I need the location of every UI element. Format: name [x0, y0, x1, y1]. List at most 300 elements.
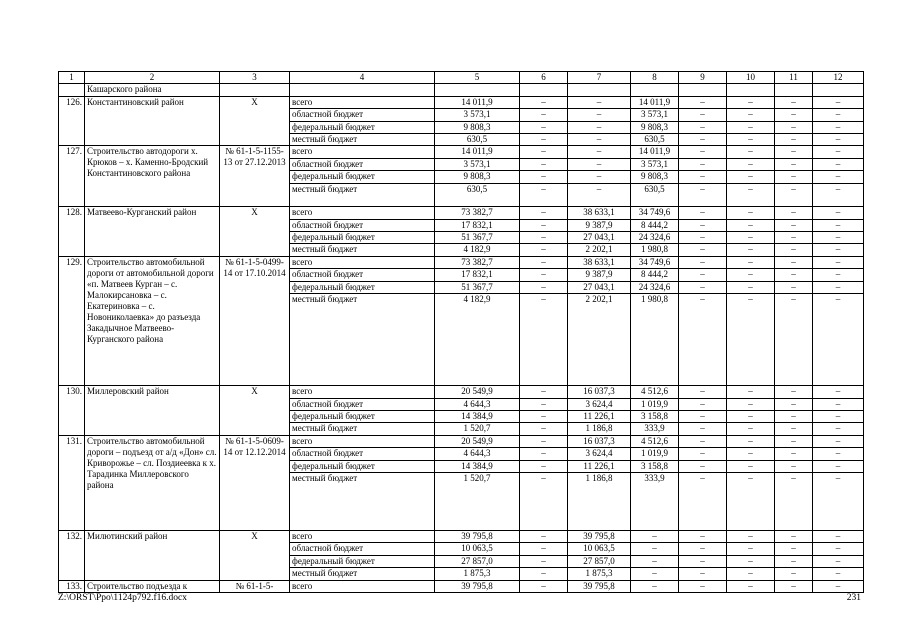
entry-name: Миллеровский район [85, 386, 220, 436]
budget-label: местный бюджет [290, 183, 435, 207]
value-cell: – [813, 386, 864, 398]
entry-document: Х [220, 207, 290, 257]
value-cell: – [775, 183, 813, 207]
header-cell: 3 [220, 72, 290, 84]
entry-number: 130. [59, 386, 85, 436]
header-cell: 12 [813, 72, 864, 84]
table-row [59, 386, 864, 398]
value-cell: – [775, 109, 813, 121]
budget-label: всего [290, 386, 435, 398]
value-cell: – [679, 109, 727, 121]
budget-table [58, 71, 864, 593]
value-cell: 17 832,1 [435, 219, 520, 231]
table-row [59, 435, 864, 447]
value-cell: 20 549,9 [435, 435, 520, 447]
value-cell: – [679, 232, 727, 244]
entry-number: 133. [59, 580, 85, 592]
value-cell: – [813, 580, 864, 592]
header-row [59, 72, 864, 84]
entry-name: Матвеево-Курганский район [85, 207, 220, 257]
entry-document: Х [220, 530, 290, 580]
value-cell: – [727, 133, 775, 145]
value-cell: – [631, 580, 679, 592]
value-cell: 4 182,9 [435, 244, 520, 256]
value-cell: – [775, 158, 813, 170]
value-cell: – [568, 133, 631, 145]
budget-label: всего [290, 580, 435, 592]
value-cell: – [813, 423, 864, 435]
value-cell: – [520, 281, 568, 293]
value-cell: – [813, 171, 864, 183]
value-cell: – [520, 269, 568, 281]
value-cell: – [520, 530, 568, 542]
value-cell: – [775, 448, 813, 460]
value-cell: 34 749,6 [631, 207, 679, 219]
value-cell: 8 444,2 [631, 269, 679, 281]
value-cell: – [679, 460, 727, 472]
value-cell: 1 875,3 [568, 568, 631, 580]
value-cell: 11 226,1 [568, 411, 631, 423]
value-cell: – [775, 219, 813, 231]
value-cell: 14 011,9 [631, 146, 679, 158]
value-cell: – [813, 256, 864, 268]
value-cell: – [679, 121, 727, 133]
value-cell: – [775, 568, 813, 580]
value-cell: 630,5 [631, 133, 679, 145]
value-cell: – [727, 472, 775, 530]
budget-label: областной бюджет [290, 269, 435, 281]
header-cell: 5 [435, 72, 520, 84]
value-cell: – [679, 207, 727, 219]
budget-label: местный бюджет [290, 294, 435, 386]
value-cell: 39 795,8 [568, 580, 631, 592]
table-row [59, 530, 864, 542]
value-cell: – [775, 232, 813, 244]
value-cell: – [679, 448, 727, 460]
value-cell: 14 384,9 [435, 411, 520, 423]
value-cell: 3 624,4 [568, 448, 631, 460]
value-cell: – [813, 411, 864, 423]
entry-name: Строительство автомобильной дороги от автомобильной дороги «п. Матвеев Курган – с. Малокирсановка – с. Екатериновка – с. Новониколаевка» до разъезда Закадычное Матвеево-Курганского района [85, 256, 220, 385]
entry-number: 131. [59, 435, 85, 530]
value-cell: – [813, 269, 864, 281]
value-cell: – [679, 435, 727, 447]
value-cell: – [568, 146, 631, 158]
value-cell: – [813, 530, 864, 542]
entry-document: № 61-1-5-1155-13 от 27.12.2013 [220, 146, 290, 207]
budget-label: областной бюджет [290, 109, 435, 121]
value-cell: – [520, 121, 568, 133]
value-cell: – [679, 294, 727, 386]
value-cell: 3 158,8 [631, 411, 679, 423]
header-cell: 9 [679, 72, 727, 84]
value-cell: – [727, 232, 775, 244]
budget-label: местный бюджет [290, 472, 435, 530]
value-cell: – [813, 568, 864, 580]
budget-label: федеральный бюджет [290, 121, 435, 133]
value-cell: – [679, 244, 727, 256]
value-cell: – [520, 460, 568, 472]
value-cell: 39 795,8 [435, 530, 520, 542]
value-cell: – [775, 555, 813, 567]
value-cell: – [813, 281, 864, 293]
value-cell: – [775, 580, 813, 592]
entry-number: 127. [59, 146, 85, 207]
value-cell: – [520, 435, 568, 447]
value-cell: – [679, 423, 727, 435]
value-cell: – [775, 543, 813, 555]
value-cell: – [568, 96, 631, 108]
entry-number: 129. [59, 256, 85, 385]
value-cell: – [679, 183, 727, 207]
value-cell: 24 324,6 [631, 232, 679, 244]
value-cell: – [520, 568, 568, 580]
value-cell: 27 857,0 [568, 555, 631, 567]
value-cell: 3 573,1 [435, 109, 520, 121]
value-cell: 39 795,8 [568, 530, 631, 542]
value-cell: 27 043,1 [568, 281, 631, 293]
header-cell: 2 [85, 72, 220, 84]
value-cell: – [813, 158, 864, 170]
value-cell: – [520, 207, 568, 219]
value-cell: – [727, 568, 775, 580]
value-cell: 3 573,1 [631, 109, 679, 121]
value-cell: – [727, 460, 775, 472]
value-cell: – [813, 472, 864, 530]
value-cell: 9 808,3 [631, 121, 679, 133]
value-cell: – [775, 460, 813, 472]
value-cell: – [813, 460, 864, 472]
entry-name: Константиновский район [85, 96, 220, 146]
value-cell: – [520, 109, 568, 121]
table-row [59, 146, 864, 158]
value-cell: – [727, 555, 775, 567]
value-cell: – [727, 543, 775, 555]
value-cell: 38 633,1 [568, 207, 631, 219]
value-cell: – [520, 183, 568, 207]
value-cell: – [727, 109, 775, 121]
value-cell: – [520, 133, 568, 145]
value-cell: – [813, 543, 864, 555]
value-cell: 24 324,6 [631, 281, 679, 293]
value-cell: – [775, 294, 813, 386]
value-cell: – [727, 183, 775, 207]
value-cell: – [813, 448, 864, 460]
value-cell: 1 980,8 [631, 294, 679, 386]
budget-label: областной бюджет [290, 398, 435, 410]
value-cell: – [679, 256, 727, 268]
entry-document: Х [220, 96, 290, 146]
value-cell: 4 644,3 [435, 448, 520, 460]
value-cell: 14 011,9 [435, 96, 520, 108]
value-cell: – [520, 146, 568, 158]
budget-label: федеральный бюджет [290, 232, 435, 244]
value-cell: 3 624,4 [568, 398, 631, 410]
continuation-text: Кашарского района [85, 84, 220, 96]
value-cell: – [520, 256, 568, 268]
value-cell: – [727, 423, 775, 435]
value-cell: – [727, 244, 775, 256]
budget-label: федеральный бюджет [290, 281, 435, 293]
value-cell: – [520, 219, 568, 231]
value-cell: – [679, 386, 727, 398]
entry-name: Строительство автомобильной дороги – подъезд от а/д «Дон» сл. Криворожье – сл. Поздиеевка к х. Тарадинка Миллеровского района [85, 435, 220, 530]
budget-label: федеральный бюджет [290, 411, 435, 423]
value-cell: 73 382,7 [435, 256, 520, 268]
value-cell: – [813, 555, 864, 567]
value-cell: – [813, 294, 864, 386]
header-cell: 10 [727, 72, 775, 84]
header-cell: 1 [59, 72, 85, 84]
value-cell: 14 011,9 [435, 146, 520, 158]
value-cell: 9 808,3 [435, 171, 520, 183]
table-row [59, 580, 864, 592]
header-cell: 6 [520, 72, 568, 84]
value-cell: – [631, 555, 679, 567]
value-cell: – [520, 158, 568, 170]
value-cell: 27 857,0 [435, 555, 520, 567]
entry-document: № 61-1-5-0609-14 от 12.12.2014 [220, 435, 290, 530]
value-cell: – [679, 158, 727, 170]
value-cell: 1 186,8 [568, 472, 631, 530]
value-cell: – [679, 219, 727, 231]
value-cell: – [520, 232, 568, 244]
value-cell: – [775, 171, 813, 183]
value-cell: – [727, 398, 775, 410]
value-cell: – [813, 219, 864, 231]
value-cell: – [679, 269, 727, 281]
value-cell: – [568, 183, 631, 207]
value-cell: – [727, 171, 775, 183]
entry-number: 128. [59, 207, 85, 257]
header-cell: 11 [775, 72, 813, 84]
value-cell: 51 367,7 [435, 232, 520, 244]
value-cell: 9 387,9 [568, 219, 631, 231]
value-cell: – [727, 158, 775, 170]
value-cell: – [568, 158, 631, 170]
budget-label: всего [290, 256, 435, 268]
budget-label: местный бюджет [290, 423, 435, 435]
value-cell: – [727, 411, 775, 423]
value-cell: – [813, 207, 864, 219]
value-cell: 4 182,9 [435, 294, 520, 386]
value-cell: 2 202,1 [568, 294, 631, 386]
table-row [59, 96, 864, 108]
value-cell: – [520, 411, 568, 423]
value-cell: – [520, 543, 568, 555]
value-cell: – [727, 219, 775, 231]
value-cell: – [813, 109, 864, 121]
value-cell: 34 749,6 [631, 256, 679, 268]
value-cell: – [679, 96, 727, 108]
value-cell: – [813, 183, 864, 207]
value-cell: 20 549,9 [435, 386, 520, 398]
value-cell: 2 202,1 [568, 244, 631, 256]
value-cell: – [727, 256, 775, 268]
value-cell: – [775, 256, 813, 268]
value-cell: – [631, 530, 679, 542]
value-cell: – [520, 448, 568, 460]
value-cell: – [520, 423, 568, 435]
value-cell: – [775, 472, 813, 530]
value-cell: 4 644,3 [435, 398, 520, 410]
value-cell: – [727, 580, 775, 592]
value-cell: – [631, 543, 679, 555]
value-cell: – [775, 398, 813, 410]
value-cell: – [520, 472, 568, 530]
budget-label: всего [290, 435, 435, 447]
value-cell: 8 444,2 [631, 219, 679, 231]
entry-name: Строительство автодороги х. Крюков – х. Каменно-Бродский Константиновского района [85, 146, 220, 207]
entry-number: 132. [59, 530, 85, 580]
entry-number: 126. [59, 96, 85, 146]
value-cell: 9 808,3 [631, 171, 679, 183]
value-cell: – [520, 386, 568, 398]
value-cell: – [775, 244, 813, 256]
value-cell: – [775, 207, 813, 219]
value-cell: – [679, 171, 727, 183]
value-cell: 9 808,3 [435, 121, 520, 133]
value-cell: 630,5 [631, 183, 679, 207]
value-cell: – [679, 472, 727, 530]
value-cell: – [568, 121, 631, 133]
entry-document: № 61-1-5-0499-14 от 17.10.2014 [220, 256, 290, 385]
value-cell: – [679, 146, 727, 158]
value-cell: – [520, 294, 568, 386]
value-cell: – [679, 543, 727, 555]
value-cell: 14 011,9 [631, 96, 679, 108]
value-cell: – [520, 96, 568, 108]
value-cell: 1 019,9 [631, 398, 679, 410]
budget-label: всего [290, 530, 435, 542]
value-cell: 38 633,1 [568, 256, 631, 268]
value-cell: 1 520,7 [435, 423, 520, 435]
budget-label: местный бюджет [290, 244, 435, 256]
value-cell: 1 520,7 [435, 472, 520, 530]
budget-label: всего [290, 146, 435, 158]
value-cell: 1 186,8 [568, 423, 631, 435]
entry-document: Х [220, 386, 290, 436]
value-cell: 9 387,9 [568, 269, 631, 281]
value-cell: – [520, 171, 568, 183]
value-cell: – [775, 269, 813, 281]
value-cell: – [679, 398, 727, 410]
value-cell: 4 512,6 [631, 435, 679, 447]
value-cell: – [727, 121, 775, 133]
value-cell: 1 019,9 [631, 448, 679, 460]
value-cell: 27 043,1 [568, 232, 631, 244]
value-cell: – [813, 435, 864, 447]
value-cell: – [813, 232, 864, 244]
budget-label: местный бюджет [290, 133, 435, 145]
table-row [59, 207, 864, 219]
value-cell: – [520, 244, 568, 256]
value-cell: 73 382,7 [435, 207, 520, 219]
value-cell: 333,9 [631, 472, 679, 530]
entry-name: Милютинский район [85, 530, 220, 580]
budget-label: областной бюджет [290, 543, 435, 555]
value-cell: 3 158,8 [631, 460, 679, 472]
budget-label: федеральный бюджет [290, 555, 435, 567]
value-cell: – [775, 146, 813, 158]
value-cell: – [775, 530, 813, 542]
entry-document: № 61-1-5- [220, 580, 290, 592]
value-cell: – [727, 294, 775, 386]
value-cell: – [775, 411, 813, 423]
value-cell: – [520, 555, 568, 567]
table-row [59, 256, 864, 268]
value-cell: – [679, 530, 727, 542]
value-cell: – [775, 281, 813, 293]
value-cell: – [727, 448, 775, 460]
value-cell: – [679, 568, 727, 580]
value-cell: – [631, 568, 679, 580]
budget-label: федеральный бюджет [290, 460, 435, 472]
page-number: 231 [846, 593, 861, 603]
value-cell: – [775, 96, 813, 108]
value-cell: – [813, 121, 864, 133]
value-cell: 11 226,1 [568, 460, 631, 472]
value-cell: 1 875,3 [435, 568, 520, 580]
header-cell: 7 [568, 72, 631, 84]
header-cell: 8 [631, 72, 679, 84]
value-cell: – [679, 281, 727, 293]
budget-label: областной бюджет [290, 219, 435, 231]
value-cell: – [568, 171, 631, 183]
value-cell: 39 795,8 [435, 580, 520, 592]
value-cell: – [520, 580, 568, 592]
value-cell: 51 367,7 [435, 281, 520, 293]
value-cell: – [775, 121, 813, 133]
value-cell: – [679, 555, 727, 567]
value-cell: 16 037,3 [568, 435, 631, 447]
value-cell: – [727, 386, 775, 398]
budget-label: всего [290, 96, 435, 108]
value-cell: 333,9 [631, 423, 679, 435]
budget-label: местный бюджет [290, 568, 435, 580]
value-cell: 16 037,3 [568, 386, 631, 398]
budget-label: федеральный бюджет [290, 171, 435, 183]
value-cell: 3 573,1 [435, 158, 520, 170]
value-cell: – [727, 96, 775, 108]
value-cell: – [727, 530, 775, 542]
value-cell: – [679, 133, 727, 145]
budget-label: областной бюджет [290, 158, 435, 170]
value-cell: – [520, 398, 568, 410]
value-cell: – [813, 96, 864, 108]
value-cell: – [813, 398, 864, 410]
value-cell: – [727, 269, 775, 281]
value-cell: – [813, 133, 864, 145]
value-cell: 10 063,5 [435, 543, 520, 555]
value-cell: – [727, 146, 775, 158]
value-cell: – [775, 133, 813, 145]
value-cell: – [775, 435, 813, 447]
value-cell: 4 512,6 [631, 386, 679, 398]
value-cell: 630,5 [435, 183, 520, 207]
value-cell: – [727, 435, 775, 447]
value-cell: – [727, 207, 775, 219]
value-cell: 1 980,8 [631, 244, 679, 256]
value-cell: – [813, 244, 864, 256]
footer-file-path: Z:\ORST\Ppo\1124p792.f16.docx [58, 593, 187, 603]
value-cell: 17 832,1 [435, 269, 520, 281]
budget-label: всего [290, 207, 435, 219]
value-cell: – [679, 411, 727, 423]
entry-name: Строительство подъезда к [85, 580, 220, 592]
budget-label: областной бюджет [290, 448, 435, 460]
value-cell: – [727, 281, 775, 293]
